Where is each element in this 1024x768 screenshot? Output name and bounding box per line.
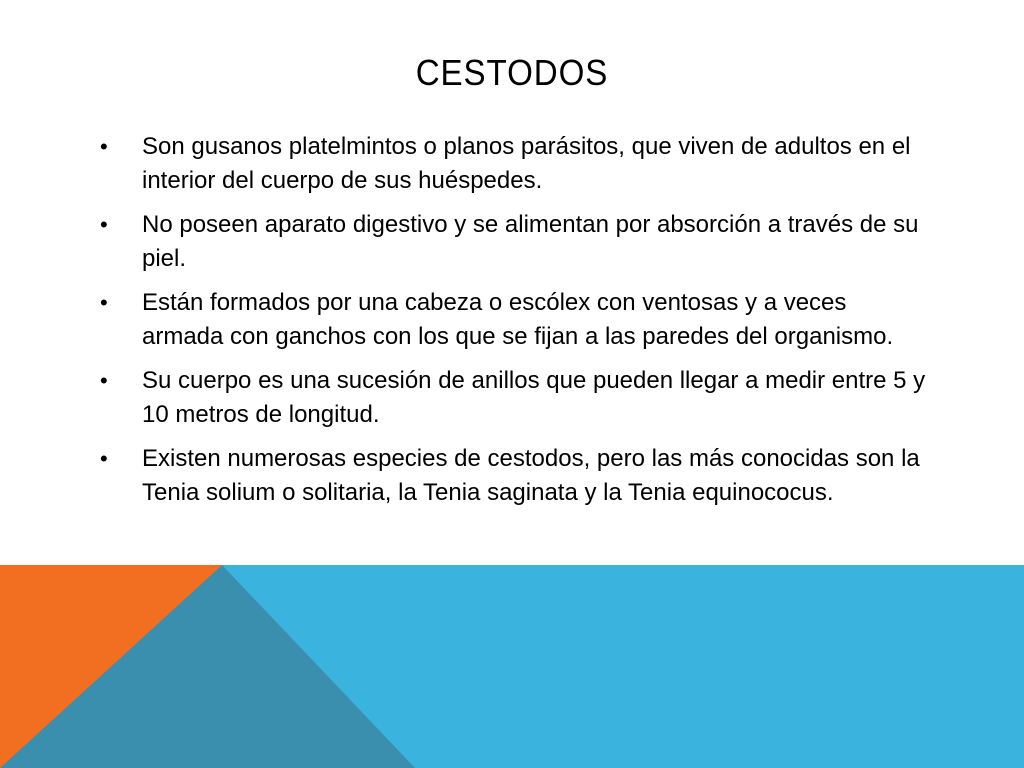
- bullet-text: Están formados por una cabeza o escólex con ventosas y a veces armada con ganchos con los que se fijan a las paredes del organismo.: [142, 289, 894, 350]
- bullet-list: [100, 130, 930, 520]
- bullet-item: [100, 286, 930, 354]
- bullet-text: Existen numerosas especies de cestodos, pero las más conocidas son la Tenia solium o solitaria, la Tenia saginata y la Tenia equinococus.: [142, 445, 920, 506]
- bullet-item: [100, 442, 930, 510]
- bullet-text: Su cuerpo es una sucesión de anillos que pueden llegar a medir entre 5 y 10 metros de longitud.: [142, 367, 926, 428]
- bullet-item: [100, 130, 930, 198]
- bullet-item: [100, 364, 930, 432]
- bullet-dot-icon: •: [100, 446, 108, 471]
- slide-title: CESTODOS: [415, 52, 609, 93]
- bullet-dot-icon: •: [100, 290, 108, 315]
- bullet-dot-icon: •: [100, 368, 108, 393]
- bullet-text: Son gusanos platelmintos o planos parásitos, que viven de adultos en el interior del cuerpo de sus huéspedes.: [142, 133, 911, 194]
- bullet-dot-icon: •: [100, 134, 108, 159]
- bullet-item: [100, 208, 930, 276]
- bullet-text: No poseen aparato digestivo y se alimentan por absorción a través de su piel.: [142, 211, 919, 272]
- bullet-dot-icon: •: [100, 212, 108, 237]
